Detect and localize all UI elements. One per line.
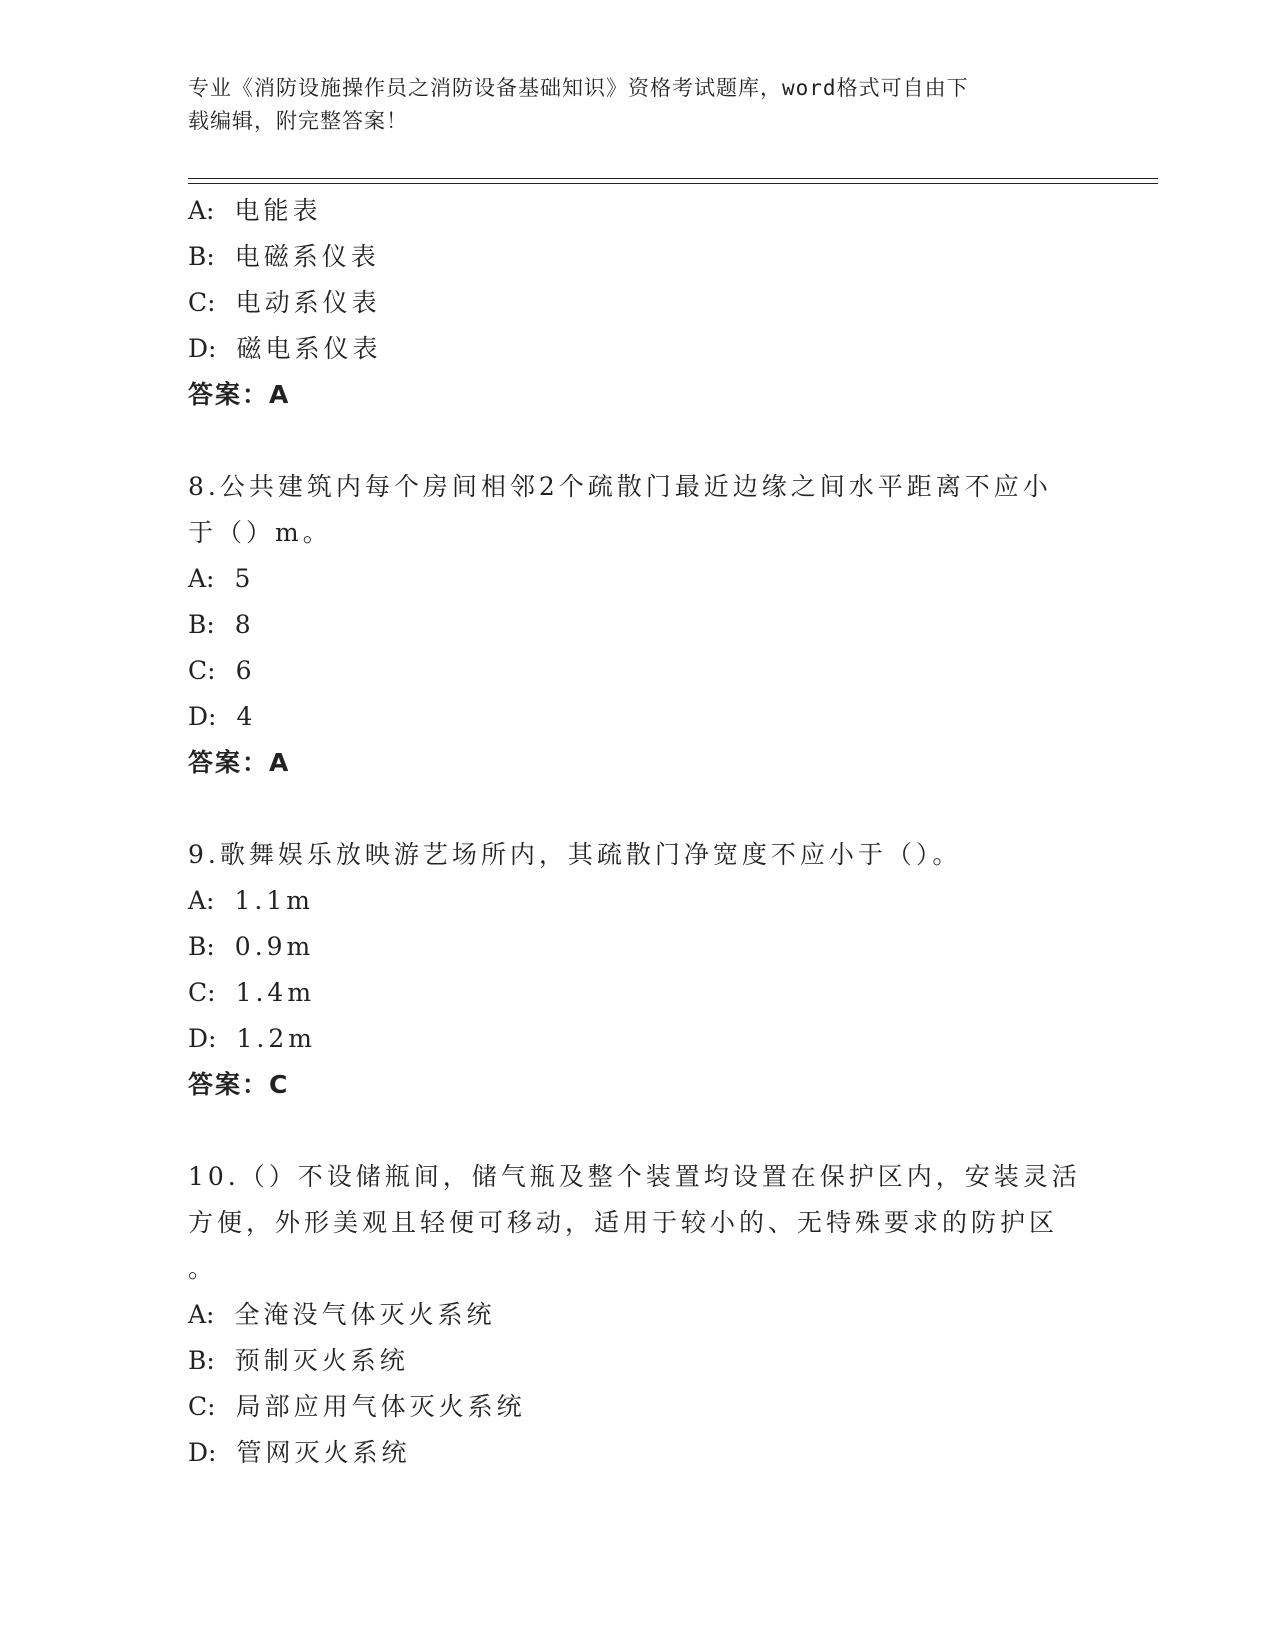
option-label: C: [188, 288, 216, 317]
option-text: 4 [236, 702, 257, 731]
option-d [188, 1430, 1088, 1476]
question-10 [188, 1154, 1088, 1476]
option-a [188, 1292, 1088, 1338]
option-a [188, 878, 1088, 924]
option-a [188, 556, 1088, 602]
option-text: 1.1m [234, 886, 314, 915]
header-divider-bottom [188, 183, 1158, 184]
option-text: 8 [234, 610, 255, 639]
question-7-options [188, 188, 1088, 418]
option-text: 磁电系仪表 [236, 334, 382, 363]
option-c [188, 970, 1088, 1016]
option-label: B: [188, 610, 215, 639]
option-text: 预制灭火系统 [234, 1346, 409, 1375]
question-8 [188, 464, 1088, 786]
option-b [188, 1338, 1088, 1384]
question-text-line: 9.歌舞娱乐放映游艺场所内，其疏散门净宽度不应小于（）。 [188, 840, 962, 869]
document-header [188, 72, 1088, 138]
header-line-1: 专业《消防设施操作员之消防设备基础知识》资格考试题库，word格式可自由下 [188, 76, 969, 100]
option-c [188, 1384, 1088, 1430]
answer-line: 答案：C [188, 1070, 290, 1099]
question-text-line: 10.（）不设储瓶间，储气瓶及整个装置均设置在保护区内，安装灵活 [188, 1162, 1081, 1191]
option-label: C: [188, 1392, 216, 1421]
option-label: B: [188, 932, 215, 961]
answer-line: 答案：A [188, 380, 291, 409]
option-d [188, 1016, 1088, 1062]
option-label: C: [188, 978, 216, 1007]
option-text: 1.4m [235, 978, 316, 1007]
answer-line: 答案：A [188, 748, 291, 777]
option-a [188, 188, 1088, 234]
option-label: D: [188, 334, 217, 363]
question-text-line: 于（）m。 [188, 518, 332, 547]
option-text: 0.9m [234, 932, 315, 961]
option-label: B: [188, 242, 215, 271]
header-line-2: 载编辑，附完整答案！ [188, 109, 408, 133]
option-label: D: [188, 1438, 217, 1467]
option-b [188, 924, 1088, 970]
option-text: 管网灭火系统 [236, 1438, 411, 1467]
option-d [188, 326, 1088, 372]
option-label: B: [188, 1346, 215, 1375]
option-c [188, 280, 1088, 326]
option-text: 电磁系仪表 [234, 242, 380, 271]
question-text-line: 。 [188, 1254, 218, 1283]
option-text: 电能表 [234, 196, 322, 225]
option-c [188, 648, 1088, 694]
header-divider-top [188, 178, 1158, 179]
option-text: 6 [235, 656, 256, 685]
option-text: 1.2m [236, 1024, 316, 1053]
option-label: A: [188, 886, 215, 915]
option-text: 局部应用气体灭火系统 [235, 1392, 526, 1421]
option-label: D: [188, 1024, 217, 1053]
option-b [188, 602, 1088, 648]
option-d [188, 694, 1088, 740]
option-text: 5 [234, 564, 255, 593]
option-text: 电动系仪表 [235, 288, 381, 317]
question-text-line: 方便，外形美观且轻便可移动，适用于较小的、无特殊要求的防护区 [188, 1208, 1059, 1237]
question-list [188, 188, 1088, 1476]
option-label: C: [188, 656, 216, 685]
option-text: 全淹没气体灭火系统 [234, 1300, 496, 1329]
question-9 [188, 832, 1088, 1108]
option-label: D: [188, 702, 217, 731]
option-label: A: [188, 1300, 215, 1329]
option-label: A: [188, 196, 215, 225]
question-text-line: 8.公共建筑内每个房间相邻2个疏散门最近边缘之间水平距离不应小 [188, 472, 1052, 501]
option-label: A: [188, 564, 215, 593]
option-b [188, 234, 1088, 280]
